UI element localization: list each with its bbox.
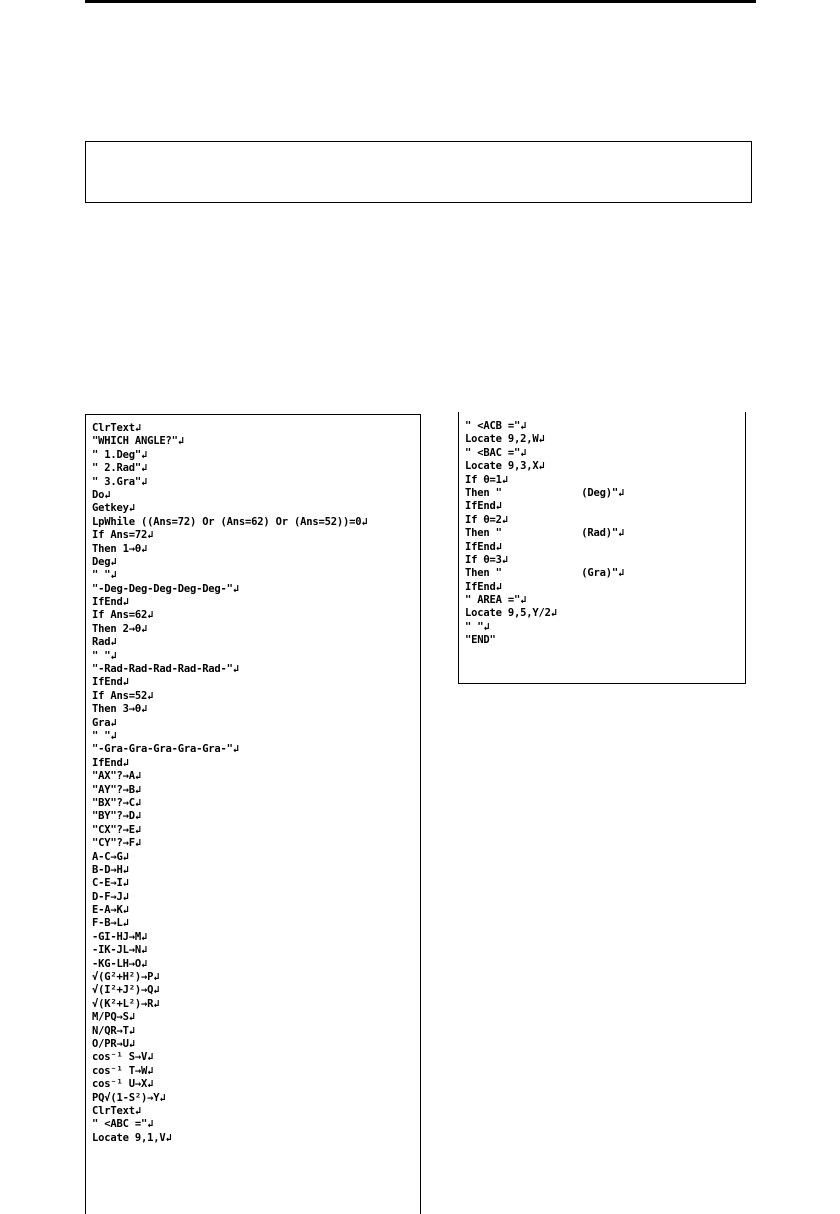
code-line: Locate 9,2,W↲ bbox=[465, 433, 545, 446]
code-line: "-Gra-Gra-Gra-Gra-Gra-"↲ bbox=[92, 743, 239, 756]
code-line: IfEnd↲ bbox=[92, 676, 129, 689]
code-line: √(G²+H²)→P↲ bbox=[92, 971, 160, 984]
code-line: D-F→J↲ bbox=[92, 890, 129, 903]
code-line: "BX"?→C↲ bbox=[92, 796, 141, 809]
code-line: "CX"?→E↲ bbox=[92, 823, 141, 836]
code-line: E-A→K↲ bbox=[92, 904, 129, 917]
code-line: " 2.Rad"↲ bbox=[92, 462, 148, 475]
code-line: If Ans=52↲ bbox=[92, 689, 154, 702]
code-line: Then " (Deg)"↲ bbox=[465, 486, 625, 499]
code-line: Deg↲ bbox=[92, 555, 117, 568]
code-line: O/PR→U↲ bbox=[92, 1037, 135, 1050]
code-line: ClrText↲ bbox=[92, 1104, 141, 1117]
code-line: "BY"?→D↲ bbox=[92, 810, 141, 823]
code-line: " <ABC ="↲ bbox=[92, 1118, 154, 1131]
code-line: " 3.Gra"↲ bbox=[92, 475, 148, 488]
code-line: "END" bbox=[465, 634, 496, 647]
code-line: IfEnd↲ bbox=[465, 500, 502, 513]
code-line: If θ=3↲ bbox=[465, 553, 508, 566]
code-line: PQ√(1-S²)→Y↲ bbox=[92, 1091, 166, 1104]
code-line: If θ=1↲ bbox=[465, 473, 508, 486]
code-line: Getkey↲ bbox=[92, 502, 135, 515]
code-line: A-C→G↲ bbox=[92, 850, 129, 863]
code-line: ClrText↲ bbox=[92, 422, 141, 434]
code-line: Rad↲ bbox=[92, 636, 117, 649]
code-line: Then 2→θ↲ bbox=[92, 622, 148, 635]
code-line: √(I²+J²)→Q↲ bbox=[92, 984, 160, 997]
code-line: Locate 9,1,V↲ bbox=[92, 1131, 172, 1144]
code-line: N/QR→T↲ bbox=[92, 1024, 135, 1037]
code-line: LpWhile ((Ans=72) Or (Ans=62) Or (Ans=52))=0↲ bbox=[92, 515, 368, 528]
code-line: Gra↲ bbox=[92, 716, 117, 729]
code-line: -KG-LH→O↲ bbox=[92, 957, 148, 970]
code-line: C-E→I↲ bbox=[92, 877, 129, 890]
program-listing-left bbox=[85, 414, 421, 1214]
code-line: cos⁻¹ S→V↲ bbox=[92, 1051, 154, 1064]
code-line: cos⁻¹ T→W↲ bbox=[92, 1064, 154, 1077]
code-line: -IK-JL→N↲ bbox=[92, 944, 148, 957]
code-line: M/PQ→S↲ bbox=[92, 1011, 135, 1024]
code-line: Then 1→θ↲ bbox=[92, 542, 148, 555]
code-line: Then " (Rad)"↲ bbox=[465, 527, 625, 540]
code-line: cos⁻¹ U→X↲ bbox=[92, 1078, 154, 1091]
code-line: If Ans=72↲ bbox=[92, 529, 154, 542]
code-line: Then " (Gra)"↲ bbox=[465, 567, 625, 580]
code-line: "AX"?→A↲ bbox=[92, 770, 141, 783]
top-rule bbox=[85, 0, 756, 3]
code-line: -GI-HJ→M↲ bbox=[92, 930, 148, 943]
code-line: F-B→L↲ bbox=[92, 917, 129, 930]
code-line: " "↲ bbox=[465, 620, 490, 633]
code-line: " 1.Deg"↲ bbox=[92, 448, 148, 461]
code-line: IfEnd↲ bbox=[465, 580, 502, 593]
code-line: Then 3→θ↲ bbox=[92, 703, 148, 716]
code-line: "CY"?→F↲ bbox=[92, 837, 141, 850]
code-line: " AREA ="↲ bbox=[465, 594, 527, 607]
code-line: "-Rad-Rad-Rad-Rad-Rad-"↲ bbox=[92, 663, 239, 676]
code-line: Locate 9,5,Y/2↲ bbox=[465, 607, 557, 620]
code-line: √(K²+L²)→R↲ bbox=[92, 997, 160, 1010]
code-line: If Ans=62↲ bbox=[92, 609, 154, 622]
code-line: " <BAC ="↲ bbox=[465, 446, 527, 459]
code-line: "WHICH ANGLE?"↲ bbox=[92, 435, 184, 448]
program-listing-right bbox=[458, 412, 746, 684]
code-line: " <ACB ="↲ bbox=[465, 420, 527, 432]
code-line: IfEnd↲ bbox=[92, 596, 129, 609]
code-line: B-D→H↲ bbox=[92, 863, 129, 876]
code-line: Locate 9,3,X↲ bbox=[465, 460, 545, 473]
code-line: "-Deg-Deg-Deg-Deg-Deg-"↲ bbox=[92, 582, 239, 595]
code-line: If θ=2↲ bbox=[465, 513, 508, 526]
code-line: IfEnd↲ bbox=[92, 756, 129, 769]
code-line: IfEnd↲ bbox=[465, 540, 502, 553]
code-line: "AY"?→B↲ bbox=[92, 783, 141, 796]
code-line: " "↲ bbox=[92, 649, 117, 662]
code-line: " "↲ bbox=[92, 729, 117, 742]
code-line: " "↲ bbox=[92, 569, 117, 582]
title-box bbox=[85, 141, 752, 203]
code-line: Do↲ bbox=[92, 488, 111, 501]
